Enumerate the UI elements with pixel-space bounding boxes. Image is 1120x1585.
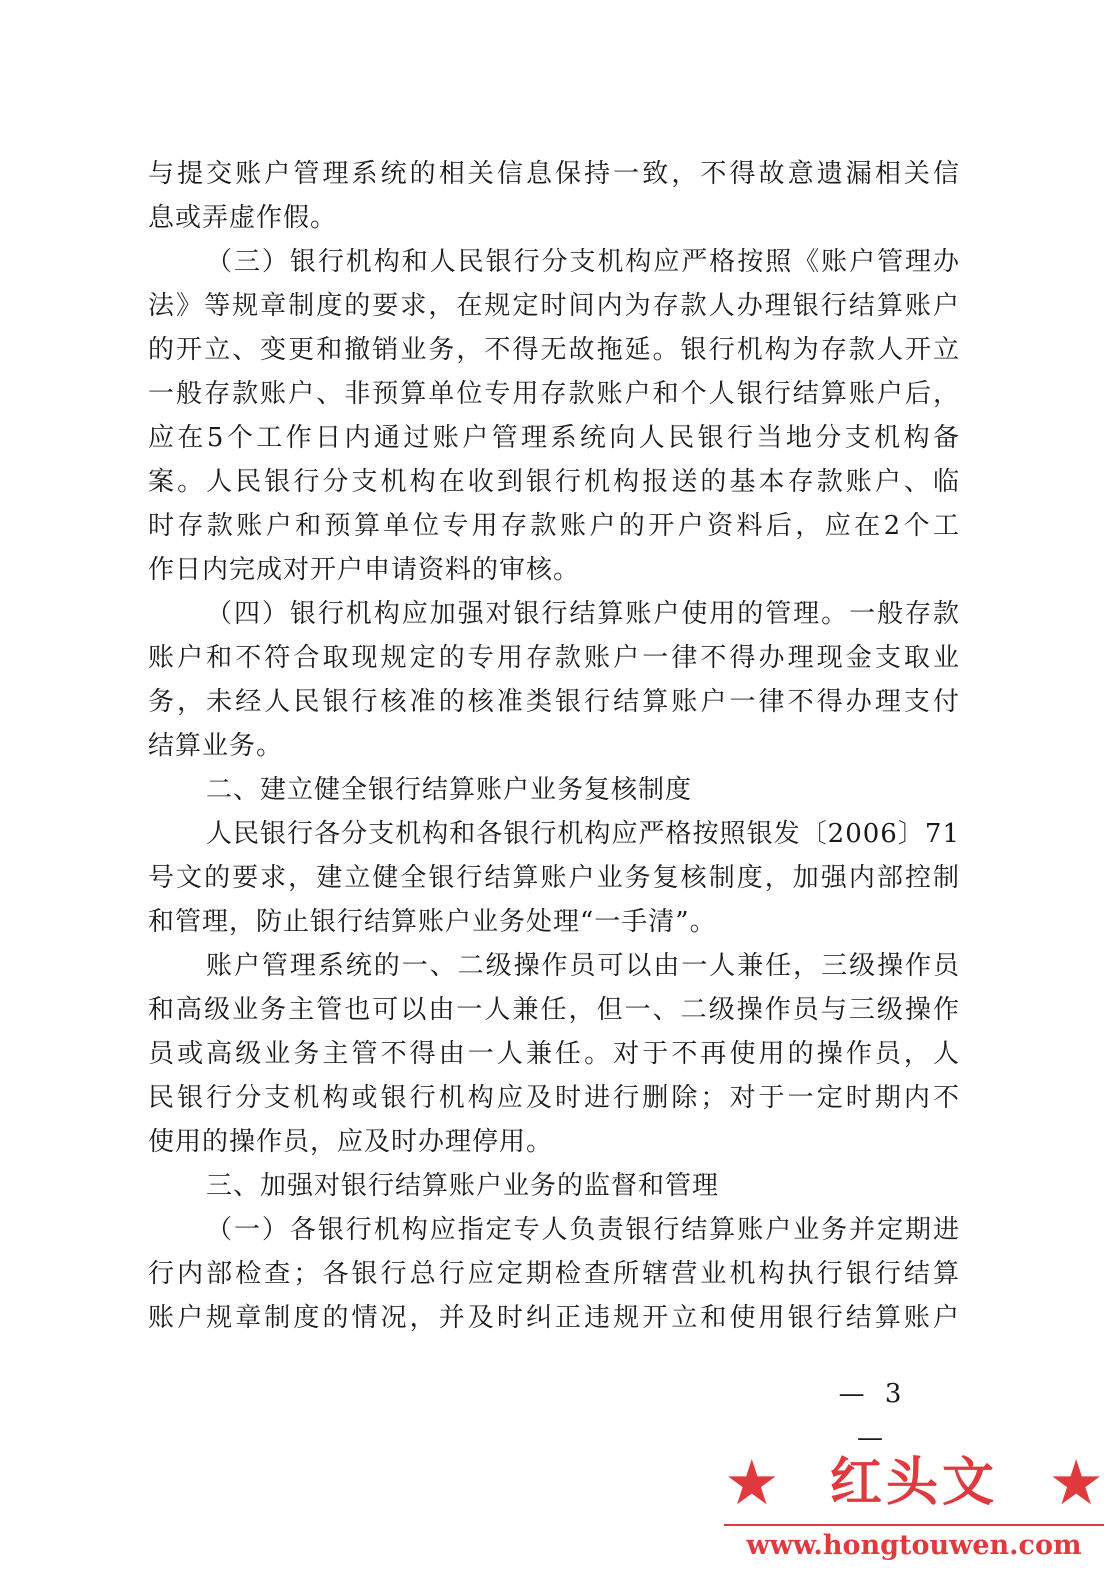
section-heading: 二、建立健全银行结算账户业务复核制度 (206, 775, 693, 805)
text-line: 息或弄虚作假。 (148, 203, 338, 233)
text-line: 案。人民银行分支机构在收到银行机构报送的基本存款账户、临 (148, 467, 960, 497)
star-icon: ★ (1048, 1446, 1104, 1519)
text-line: 与提交账户管理系统的相关信息保持一致，不得故意遗漏相关信 (148, 159, 960, 189)
watermark-divider (724, 1524, 1104, 1526)
text-line: 一般存款账户、非预算单位专用存款账户和个人银行结算账户后， (148, 379, 960, 409)
text-line: 账户管理系统的一、二级操作员可以由一人兼任，三级操作员 (206, 951, 960, 981)
section-heading: 三、加强对银行结算账户业务的监督和管理 (206, 1171, 720, 1201)
page-number: — 3 — (838, 1379, 908, 1453)
text-line: 和高级业务主管也可以由一人兼任，但一、二级操作员与三级操作 (148, 995, 960, 1025)
text-line: 应在5个工作日内通过账户管理系统向人民银行当地分支机构备 (148, 423, 960, 453)
text-line: 账户和不符合取现规定的专用存款账户一律不得办理现金支取业 (148, 643, 960, 673)
watermark-title-row (724, 1448, 1104, 1518)
text-line: 员或高级业务主管不得由一人兼任。对于不再使用的操作员，人 (148, 1039, 960, 1069)
text-line: 结算业务。 (148, 731, 284, 761)
watermark-title: 红头文 (829, 1453, 998, 1513)
text-line: 的开立、变更和撤销业务，不得无故拖延。银行机构为存款人开立 (148, 335, 960, 365)
text-line: 人民银行各分支机构和各银行机构应严格按照银发〔2006〕71 (206, 819, 960, 849)
text-line: 号文的要求，建立健全银行结算账户业务复核制度，加强内部控制 (148, 863, 960, 893)
text-line: 账户规章制度的情况，并及时纠正违规开立和使用银行结算账户 (148, 1303, 960, 1333)
text-line: 时存款账户和预算单位专用存款账户的开户资料后，应在2个工 (148, 511, 960, 541)
text-line: 民银行分支机构或银行机构应及时进行删除；对于一定时期内不 (148, 1083, 960, 1113)
text-line: 和管理，防止银行结算账户业务处理“一手清”。 (148, 907, 717, 937)
text-line: 法》等规章制度的要求，在规定时间内为存款人办理银行结算账户 (148, 291, 960, 321)
text-line: 作日内完成对开户申请资料的审核。 (148, 555, 581, 585)
text-line: 务，未经人民银行核准的核准类银行结算账户一律不得办理支付 (148, 687, 960, 717)
watermark-logo (724, 1448, 1104, 1568)
text-line: 使用的操作员，应及时办理停用。 (148, 1127, 554, 1157)
text-line: 行内部检查；各银行总行应定期检查所辖营业机构执行银行结算 (148, 1259, 960, 1289)
text-line: （四）银行机构应加强对银行结算账户使用的管理。一般存款 (206, 599, 960, 629)
text-line: （三）银行机构和人民银行分支机构应严格按照《账户管理办 (206, 247, 960, 277)
body-text (148, 152, 960, 1340)
watermark-url: www.hongtouwen.com (746, 1530, 1082, 1561)
text-line: （一）各银行机构应指定专人负责银行结算账户业务并定期进 (206, 1215, 960, 1245)
star-icon: ★ (724, 1446, 780, 1519)
